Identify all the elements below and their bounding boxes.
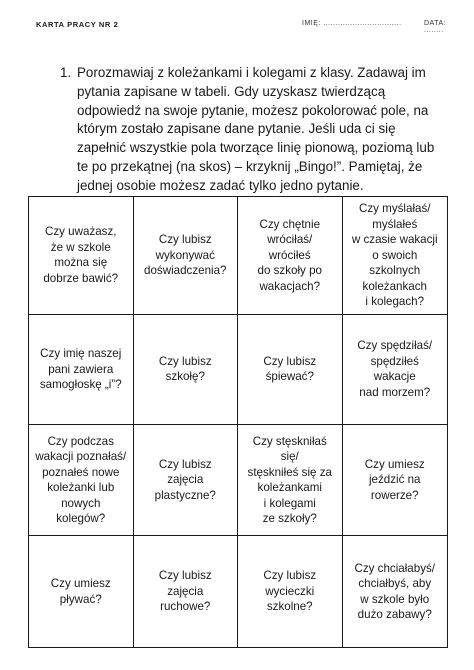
date-field: DATA: ........ xyxy=(424,20,447,34)
worksheet-title: KARTA PRACY NR 2 xyxy=(36,20,119,29)
bingo-cell[interactable]: Czy lubisz wykonywać doświadczenia? xyxy=(134,197,239,315)
bingo-cell[interactable]: Czy uważasz, że w szkole można się dobrze bawić? xyxy=(29,197,134,315)
worksheet-header xyxy=(36,20,447,34)
bingo-cell[interactable]: Czy lubisz zajęcia ruchowe? xyxy=(134,536,239,647)
bingo-cell[interactable]: Czy lubisz zajęcia plastyczne? xyxy=(134,425,239,536)
bingo-cell[interactable]: Czy umiesz pływać? xyxy=(29,536,134,647)
bingo-cell[interactable]: Czy podczas wakacji poznałaś/ poznałeś nowe koleżanki lub nowych kolegów? xyxy=(29,425,134,536)
bingo-cell[interactable]: Czy lubisz wycieczki szkolne? xyxy=(238,536,343,647)
bingo-cell[interactable]: Czy umiesz jeździć na rowerze? xyxy=(343,425,448,536)
bingo-cell[interactable]: Czy spędziłaś/ spędziłeś wakacje nad morzem? xyxy=(343,315,448,426)
bingo-cell[interactable]: Czy imię naszej pani zawiera samogłoskę „i”? xyxy=(29,315,134,426)
task-number: 1. xyxy=(60,65,72,80)
bingo-cell[interactable]: Czy chciałabyś/ chciałbyś, aby w szkole było dużo zabawy? xyxy=(354,561,436,622)
name-field: IMIĘ: ................................ xyxy=(302,20,402,27)
task-text: Porozmawiaj z koleżankami i kolegami z klasy. Zadawaj im pytania zapisane w tabeli. Gdy uzyskasz twierdzącą odpowiedź na swoje pytanie, możesz pokolorować pole, na którym zostało zapisane dane pytanie. Jeśli uda ci się zapełnić wszystkie pola tworzące linię pionową, poziomą lub te po przekątnej (na skos) – krzyknij „Bingo!”. Pamiętaj, że jednej osobie możesz zadać tylko jedno pytanie. xyxy=(77,65,435,193)
bingo-grid xyxy=(28,196,448,648)
bingo-cell[interactable]: Czy lubisz szkołę? xyxy=(134,315,239,426)
bingo-cell[interactable]: Czy myślałaś/ myślałeś w czasie wakacji o swoich szkolnych koleżankach i kolegach? xyxy=(343,197,448,315)
bingo-cell[interactable]: Czy chętnie wróciłaś/ wróciłeś do szkoły po wakacjach? xyxy=(238,197,343,315)
bingo-cell[interactable]: Czy lubisz śpiewać? xyxy=(238,315,343,426)
bingo-cell[interactable]: Czy stęskniłaś się/ stęskniłeś się za koleżankami i kolegami ze szkoły? xyxy=(238,425,343,536)
